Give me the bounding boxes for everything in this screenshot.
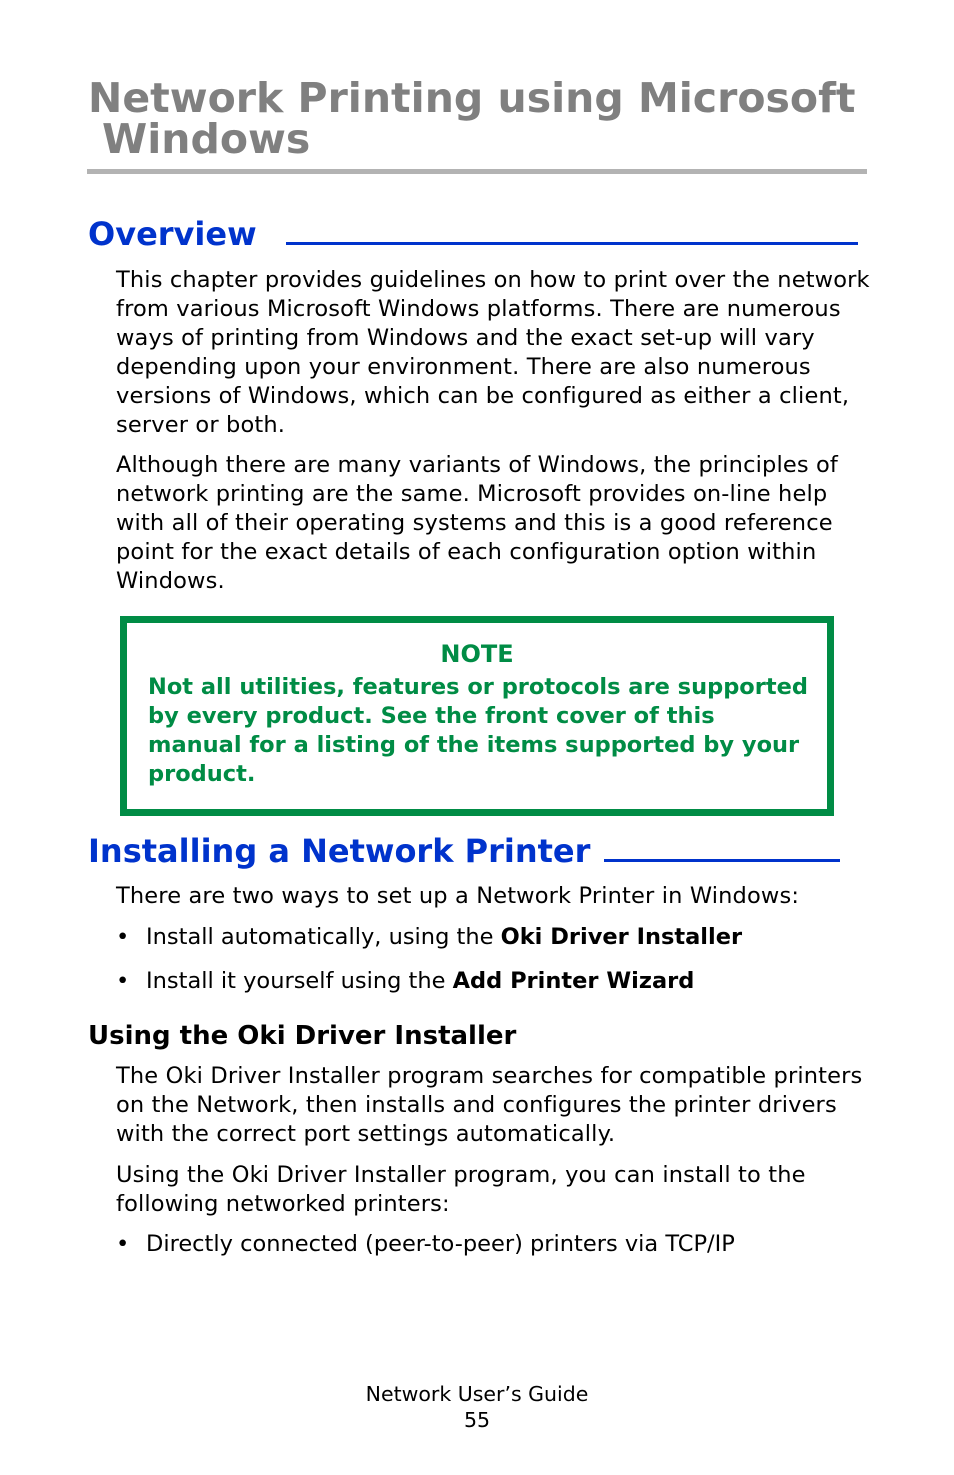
bullet-glyph: • [116, 968, 130, 994]
page-title-line-2: Windows [102, 115, 311, 163]
list-item-text: Install it yourself using the [146, 968, 453, 994]
page-title-line-1: Network Printing using Microsoft [88, 74, 856, 122]
note-box [120, 616, 834, 816]
overview-heading [88, 216, 858, 252]
overview-heading-text: Overview [88, 215, 257, 253]
oki-installer-heading: Using the Oki Driver Installer [88, 1021, 517, 1051]
overview-paragraph-2: Although there are many variants of Windows, the principles of network printing are the same. Microsoft provides on-line help with all of their operating systems and this is a good reference point for the exact details of each configuration option within Windows. [116, 452, 839, 594]
bullet-glyph: • [116, 1231, 130, 1257]
oki-installer-paragraph-2: Using the Oki Driver Installer program, you can install to the following networked printers: [116, 1162, 806, 1217]
oki-installer-paragraph-1: The Oki Driver Installer program searches for compatible printers on the Network, then installs and configures the printer drivers with the correct port settings automatically. [116, 1063, 863, 1147]
oki-driver-installer-term: Oki Driver Installer [500, 924, 743, 950]
note-text: Not all utilities, features or protocols are supported by every product. See the front cover of this manual for a listing of the items supported by your product. [148, 674, 808, 787]
list-item [116, 923, 742, 952]
list-item-text: Directly connected (peer-to-peer) printers via TCP/IP [146, 1231, 735, 1257]
list-item-text: Install automatically, using the [146, 924, 501, 950]
list-item [116, 967, 694, 996]
page-title [88, 74, 868, 163]
add-printer-wizard-term: Add Printer Wizard [452, 968, 695, 994]
installing-heading [88, 833, 840, 869]
footer-page-number: 55 [463, 1408, 491, 1432]
installing-heading-text: Installing a Network Printer [88, 832, 591, 870]
footer-guide-title: Network User’s Guide [365, 1382, 589, 1406]
installing-intro: There are two ways to set up a Network Printer in Windows: [116, 883, 800, 909]
bullet-glyph: • [116, 924, 130, 950]
overview-paragraph-1: This chapter provides guidelines on how to print over the network from various Microsoft Windows platforms. There are numerous ways of printing from Windows and the exact set-up will vary depending upon your environment. There are also numerous versions of Windows, which can be configured as either a client, server or both. [116, 267, 870, 438]
list-item [116, 1230, 735, 1259]
overview-heading-rule [286, 240, 858, 245]
note-title: NOTE [440, 640, 514, 668]
title-divider [87, 169, 867, 174]
installing-heading-rule [604, 857, 840, 862]
